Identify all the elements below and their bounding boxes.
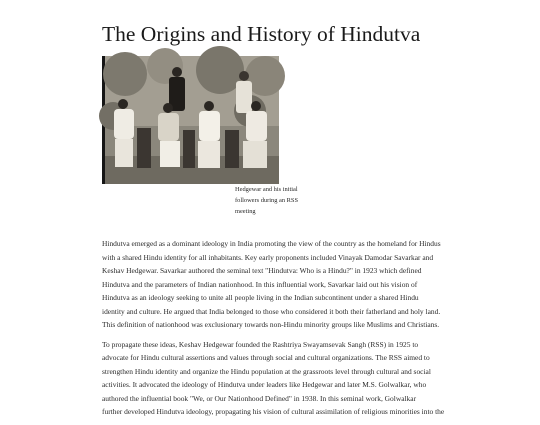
caption-line: followers during an RSS [235,197,299,204]
article-body [102,237,512,425]
caption-line: Hedgewar and his initial [235,186,298,193]
text-line: authored the influential book "We, or Our Nationhood Defined" in 1938. In this seminal work, Golwalkar [102,393,417,403]
text-line: Hindutva and the parameters of Indian nationhood. In this influential work, Savarkar laid out his vision of [102,279,418,289]
text-line: To propagate these ideas, Keshav Hedgewar founded the Rashtriya Swayamsevak Sangh (RSS) in 1925 to [102,339,419,349]
paragraph-1 [102,237,512,332]
paragraph-2 [102,338,512,419]
text-line: strengthen Hindu identity and organize the Hindu population at the grassroots level through cultural and social [102,366,431,376]
text-line: advocate for Hindu cultural assertions and values through social and cultural organizations. The RSS aimed to [102,353,430,362]
text-line: further developed Hindutva ideology, propagating his vision of cultural assimilation of religious minorities into the [102,407,445,416]
historical-group-photo [102,56,279,184]
figure-caption [235,184,315,217]
caption-line: meeting [235,208,256,215]
text-line: This definition of nationhood was exclusionary towards non-Hindu minority groups like Muslims and Christians. [102,320,440,329]
text-line: identity and culture. He argued that India belonged to those who considered it both their fatherland and holy land. [102,306,441,316]
text-line: activities. It advocated the ideology of Hindutva under leaders like Hedgewar and later M.S. Golwalkar, who [102,380,427,389]
text-line: Hindutva as an ideology seeking to unite all people living in the Indian subcontinent under a shared Hindu [102,293,419,302]
article-title: The Origins and History of Hindutva [102,22,421,46]
text-line: Keshav Hedgewar. Savarkar authored the seminal text "Hindutva: Who is a Hindu?" in 1923 which defined [102,266,422,275]
text-line: Hindutva emerged as a dominant ideology in India promoting the view of the country as the homeland for Hindus [102,239,441,248]
text-line: with a shared Hindu identity for all inhabitants. Key early proponents included Vinayak Damodar Savarkar and [102,252,434,262]
